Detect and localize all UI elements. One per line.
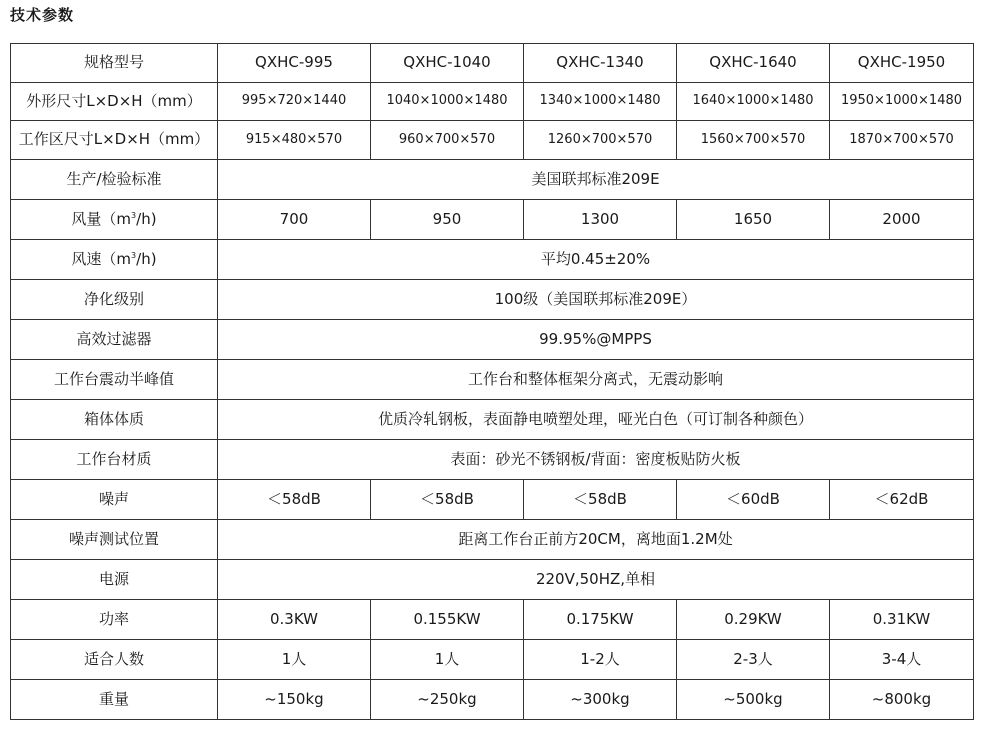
weight-cell: ~800kg xyxy=(830,680,974,720)
table-row-outer-size xyxy=(11,83,974,121)
work-size-cell: 915×480×570 xyxy=(218,121,371,160)
table-row-standard xyxy=(11,160,974,200)
spec-table xyxy=(10,43,974,720)
airspeed-value: 平均0.45±20% xyxy=(218,240,974,280)
table-row-bench xyxy=(11,440,974,480)
row-label-work-size: 工作区尺寸L×D×H（mm） xyxy=(11,121,218,160)
weight-cell: ~300kg xyxy=(524,680,677,720)
table-row-purify xyxy=(11,280,974,320)
table-row-box xyxy=(11,400,974,440)
noise-cell: ＜62dB xyxy=(830,480,974,520)
table-row-airspeed xyxy=(11,240,974,280)
airflow-cell: 1650 xyxy=(677,200,830,240)
row-label-persons: 适合人数 xyxy=(11,640,218,680)
outer-size-cell: 1340×1000×1480 xyxy=(524,83,677,121)
model-cell: QXHC-1340 xyxy=(524,44,677,83)
row-label-power-supply: 电源 xyxy=(11,560,218,600)
noise-cell: ＜58dB xyxy=(524,480,677,520)
row-label-outer-size: 外形尺寸L×D×H（mm） xyxy=(11,83,218,121)
table-row-noise xyxy=(11,480,974,520)
model-cell: QXHC-1040 xyxy=(371,44,524,83)
row-label-standard: 生产/检验标准 xyxy=(11,160,218,200)
power-cell: 0.29KW xyxy=(677,600,830,640)
outer-size-cell: 995×720×1440 xyxy=(218,83,371,121)
persons-cell: 3-4人 xyxy=(830,640,974,680)
work-size-cell: 1560×700×570 xyxy=(677,121,830,160)
outer-size-cell: 1950×1000×1480 xyxy=(830,83,974,121)
table-row-filter xyxy=(11,320,974,360)
airflow-cell: 2000 xyxy=(830,200,974,240)
table-row-work-size xyxy=(11,121,974,160)
table-row-persons xyxy=(11,640,974,680)
row-label-weight: 重量 xyxy=(11,680,218,720)
table-row-power-supply xyxy=(11,560,974,600)
weight-cell: ~250kg xyxy=(371,680,524,720)
noise-cell: ＜58dB xyxy=(218,480,371,520)
airflow-cell: 700 xyxy=(218,200,371,240)
row-label-vibration: 工作台震动半峰值 xyxy=(11,360,218,400)
power-cell: 0.175KW xyxy=(524,600,677,640)
airflow-cell: 1300 xyxy=(524,200,677,240)
bench-value: 表面：砂光不锈钢板/背面：密度板贴防火板 xyxy=(218,440,974,480)
table-row-vibration xyxy=(11,360,974,400)
power-cell: 0.155KW xyxy=(371,600,524,640)
persons-cell: 2-3人 xyxy=(677,640,830,680)
power-supply-value: 220V,50HZ,单相 xyxy=(218,560,974,600)
outer-size-cell: 1040×1000×1480 xyxy=(371,83,524,121)
row-label-filter: 高效过滤器 xyxy=(11,320,218,360)
table-row-model xyxy=(11,44,974,83)
persons-cell: 1-2人 xyxy=(524,640,677,680)
row-label-noise: 噪声 xyxy=(11,480,218,520)
row-label-purify: 净化级别 xyxy=(11,280,218,320)
work-size-cell: 960×700×570 xyxy=(371,121,524,160)
noise-cell: ＜60dB xyxy=(677,480,830,520)
standard-value: 美国联邦标准209E xyxy=(218,160,974,200)
table-row-power xyxy=(11,600,974,640)
page-title: 技术参数 xyxy=(10,6,75,24)
row-label-model: 规格型号 xyxy=(11,44,218,83)
model-cell: QXHC-1640 xyxy=(677,44,830,83)
filter-value: 99.95%@MPPS xyxy=(218,320,974,360)
model-cell: QXHC-995 xyxy=(218,44,371,83)
airflow-cell: 950 xyxy=(371,200,524,240)
noise-position-value: 距离工作台正前方20CM，离地面1.2M处 xyxy=(218,520,974,560)
power-cell: 0.3KW xyxy=(218,600,371,640)
outer-size-cell: 1640×1000×1480 xyxy=(677,83,830,121)
table-row-airflow xyxy=(11,200,974,240)
work-size-cell: 1260×700×570 xyxy=(524,121,677,160)
row-label-bench: 工作台材质 xyxy=(11,440,218,480)
row-label-box: 箱体体质 xyxy=(11,400,218,440)
vibration-value: 工作台和整体框架分离式，无震动影响 xyxy=(218,360,974,400)
row-label-airspeed: 风速$(m^3/h)$ xyxy=(11,240,218,280)
row-label-airflow: 风量$(m^3/h)$ xyxy=(11,200,218,240)
weight-cell: ~500kg xyxy=(677,680,830,720)
power-cell: 0.31KW xyxy=(830,600,974,640)
box-value: 优质冷轧钢板，表面静电喷塑处理，哑光白色（可订制各种颜色） xyxy=(218,400,974,440)
table-row-weight xyxy=(11,680,974,720)
model-cell: QXHC-1950 xyxy=(830,44,974,83)
persons-cell: 1人 xyxy=(218,640,371,680)
table-row-noise-position xyxy=(11,520,974,560)
noise-cell: ＜58dB xyxy=(371,480,524,520)
persons-cell: 1人 xyxy=(371,640,524,680)
work-size-cell: 1870×700×570 xyxy=(830,121,974,160)
row-label-power: 功率 xyxy=(11,600,218,640)
row-label-noise-position: 噪声测试位置 xyxy=(11,520,218,560)
purify-value: 100级（美国联邦标准209E） xyxy=(218,280,974,320)
weight-cell: ~150kg xyxy=(218,680,371,720)
